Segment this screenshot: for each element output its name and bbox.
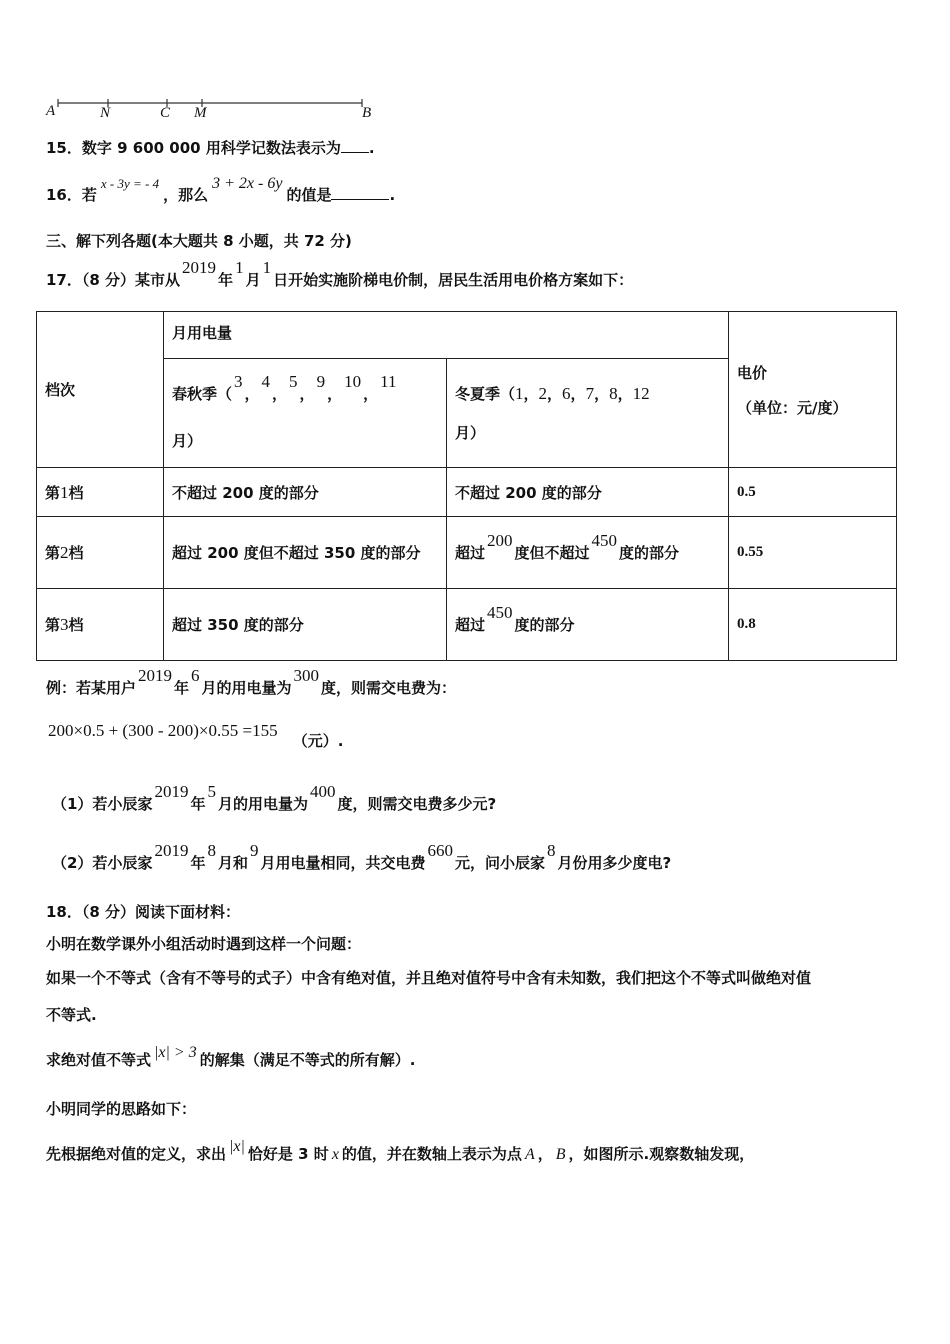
sub1-text: （1）若小辰家 xyxy=(52,795,153,813)
sub2-text: （2）若小辰家 xyxy=(52,854,153,872)
p5-point-b: B xyxy=(555,1146,566,1163)
header-spring: 春秋季（3，4，5，9，10，11 月） xyxy=(164,359,447,468)
formula-unit: （元）. xyxy=(292,732,344,750)
row-winter xyxy=(447,517,729,589)
point-label-b: B xyxy=(362,105,372,121)
q17-number: 17．（8 分）某市从 xyxy=(46,271,181,289)
table-row xyxy=(37,589,897,661)
row-spring: 不超过 200 度的部分 xyxy=(164,468,447,517)
spring-month: 4 xyxy=(261,372,271,391)
q18-paragraph: 小明在数学课外小组活动时遇到这样一个问题： xyxy=(46,935,362,953)
spring-month: 5 xyxy=(289,372,298,391)
question-18: 18．（8 分）阅读下面材料： xyxy=(46,903,241,921)
level-suffix: 档 xyxy=(68,483,84,502)
spring-month: 11 xyxy=(380,372,397,391)
level-prefix: 第 xyxy=(45,483,61,502)
winter-text: 度的部分 xyxy=(514,616,575,634)
header-usage: 月用电量 xyxy=(164,312,729,359)
number-line xyxy=(40,96,380,126)
question-16 xyxy=(46,175,396,205)
price-table xyxy=(36,311,897,661)
sub1-text: 度，则需交电费多少元? xyxy=(337,795,497,813)
sub1-text: 年 xyxy=(190,795,206,813)
winter-month: 12 xyxy=(632,384,650,403)
winter-month: 8 xyxy=(609,384,618,403)
p5-text: ， xyxy=(537,1145,553,1163)
row-level xyxy=(37,589,164,661)
winter-value: 450 xyxy=(591,531,618,550)
example-month: 6 xyxy=(191,666,200,685)
header-level: 档次 xyxy=(37,312,164,468)
q18-paragraph: 如果一个不等式（含有不等号的式子）中含有绝对值，并且绝对值符号中含有未知数，我们把这个不等式叫做绝对值 xyxy=(46,969,812,987)
example-formula xyxy=(48,720,344,750)
winter-value: 200 xyxy=(487,531,513,550)
header-winter: 冬夏季（1，2，6，7，8，12 月） xyxy=(447,359,729,468)
point-label-c: C xyxy=(160,105,171,121)
q15-end: . xyxy=(368,139,375,157)
header-winter-suffix: 月） xyxy=(455,424,486,442)
sub2-text: 年 xyxy=(190,854,206,872)
sub2-text: 元，问小辰家 xyxy=(455,854,546,872)
header-price xyxy=(729,312,897,468)
row-spring: 超过 200 度但不超过 350 度的部分 xyxy=(164,517,447,589)
p5-text: 的值，并在数轴上表示为点 xyxy=(341,1145,522,1163)
p5-point-a: A xyxy=(524,1146,535,1163)
sub1-month: 5 xyxy=(207,782,216,801)
level-suffix: 档 xyxy=(68,544,84,562)
q18-paragraph: 小明同学的思路如下： xyxy=(46,1100,197,1118)
row-price: 0.8 xyxy=(729,589,897,661)
formula-expression: 200×0.5 + (300 - 200)×0.55 =155 xyxy=(48,721,278,740)
row-level xyxy=(37,468,164,517)
table-row xyxy=(37,517,897,589)
header-spring-suffix: 月） xyxy=(172,432,203,450)
question-15 xyxy=(46,137,375,158)
row-spring: 超过 350 度的部分 xyxy=(164,589,447,661)
header-price-label: 电价 xyxy=(737,363,768,382)
point-label-n: N xyxy=(100,105,111,121)
sub2-text: 月用电量相同，共交电费 xyxy=(260,854,426,872)
example-usage: 300 xyxy=(293,666,320,685)
sub-question-1 xyxy=(52,782,497,814)
header-price-unit: （单位：元/度） xyxy=(737,398,848,417)
example-text: 月的用电量为 xyxy=(201,679,292,697)
sub2-text: 月和 xyxy=(217,854,248,872)
q18-paragraph xyxy=(46,1044,416,1070)
winter-month: 2 xyxy=(538,384,548,403)
spring-month: 3 xyxy=(234,372,243,391)
sub2-fee: 660 xyxy=(427,841,453,860)
spring-month: 10 xyxy=(344,372,362,391)
example-year: 2019 xyxy=(138,666,173,685)
level-prefix: 第 xyxy=(45,544,61,562)
p3-inequality: |x| > 3 xyxy=(154,1044,197,1061)
row-winter xyxy=(447,589,729,661)
sub2-month: 8 xyxy=(547,841,556,860)
spring-month: 9 xyxy=(316,372,326,391)
winter-text: 超过 xyxy=(455,616,486,634)
winter-month: 7 xyxy=(585,384,595,403)
q16-end: . xyxy=(389,186,396,204)
sub1-usage: 400 xyxy=(309,782,336,801)
sub1-year: 2019 xyxy=(154,782,189,801)
q17-t1: 年 xyxy=(218,271,234,289)
row-price: 0.5 xyxy=(729,468,897,517)
level-suffix: 档 xyxy=(68,616,84,634)
winter-text: 超过 xyxy=(455,544,486,562)
p3-text: 的解集（满足不等式的所有解）. xyxy=(199,1051,416,1069)
point-label-m: M xyxy=(194,105,207,121)
level-prefix: 第 xyxy=(45,616,61,634)
q18-paragraph: 不等式. xyxy=(46,1006,97,1024)
sub1-text: 月的用电量为 xyxy=(217,795,308,813)
q15-number: 15． xyxy=(46,139,82,157)
level-number: 1 xyxy=(60,482,69,502)
p3-text: 求绝对值不等式 xyxy=(46,1051,152,1069)
sub2-year: 2019 xyxy=(154,841,189,860)
sub2-month: 9 xyxy=(249,841,259,860)
header-spring-prefix: 春秋季（ xyxy=(172,385,233,403)
p5-variable: x xyxy=(331,1146,339,1163)
q17-t3: 日开始实施阶梯电价制，居民生活用电价格方案如下： xyxy=(273,271,634,289)
section-title: 三、解下列各题(本大题共 8 小题，共 72 分) xyxy=(46,232,352,250)
level-number: 2 xyxy=(60,543,69,562)
winter-text: 度但不超过 xyxy=(514,544,590,562)
p5-text: 先根据绝对值的定义，求出 xyxy=(46,1145,227,1163)
winter-month: 6 xyxy=(562,384,571,403)
point-label-a: A xyxy=(46,103,56,119)
example-text: 度，则需交电费为： xyxy=(321,679,457,697)
table-row xyxy=(37,468,897,517)
example-text: 例：若某用户 xyxy=(46,679,137,697)
level-number: 3 xyxy=(60,615,69,634)
p5-text: 恰好是 3 时 xyxy=(247,1145,329,1163)
q17-t2: 月 xyxy=(245,271,261,289)
sub-question-2 xyxy=(52,841,672,873)
q16-mid: ，那么 xyxy=(163,186,209,204)
q17-month: 1 xyxy=(235,258,244,277)
header-winter-prefix: 冬夏季（ xyxy=(455,385,516,403)
q16-condition: x - 3y = - 4 xyxy=(100,176,160,191)
winter-value: 450 xyxy=(487,603,513,622)
winter-month: 1 xyxy=(515,384,524,403)
sub2-month: 8 xyxy=(207,841,216,860)
q17-year: 2019 xyxy=(182,258,217,277)
q16-tail: 的值是 xyxy=(286,186,332,204)
row-price: 0.55 xyxy=(729,517,897,589)
q17-day: 1 xyxy=(262,258,272,277)
p5-text: ，如图所示.观察数轴发现， xyxy=(568,1145,755,1163)
q18-paragraph xyxy=(46,1138,755,1164)
q16-number: 16．若 xyxy=(46,186,97,204)
answer-blank xyxy=(341,138,369,153)
row-winter: 不超过 200 度的部分 xyxy=(447,468,729,517)
example-text: 年 xyxy=(174,679,190,697)
sub2-text: 月份用多少度电? xyxy=(557,854,672,872)
winter-text: 度的部分 xyxy=(619,544,680,562)
question-17 xyxy=(46,258,634,290)
p5-abs-x: |x| xyxy=(229,1138,245,1155)
answer-blank xyxy=(331,185,389,200)
example-line xyxy=(46,666,457,698)
q15-text: 数字 9 600 000 用科学记数法表示为 xyxy=(81,139,341,157)
q16-expression: 3 + 2x - 6y xyxy=(212,175,283,192)
row-level xyxy=(37,517,164,589)
